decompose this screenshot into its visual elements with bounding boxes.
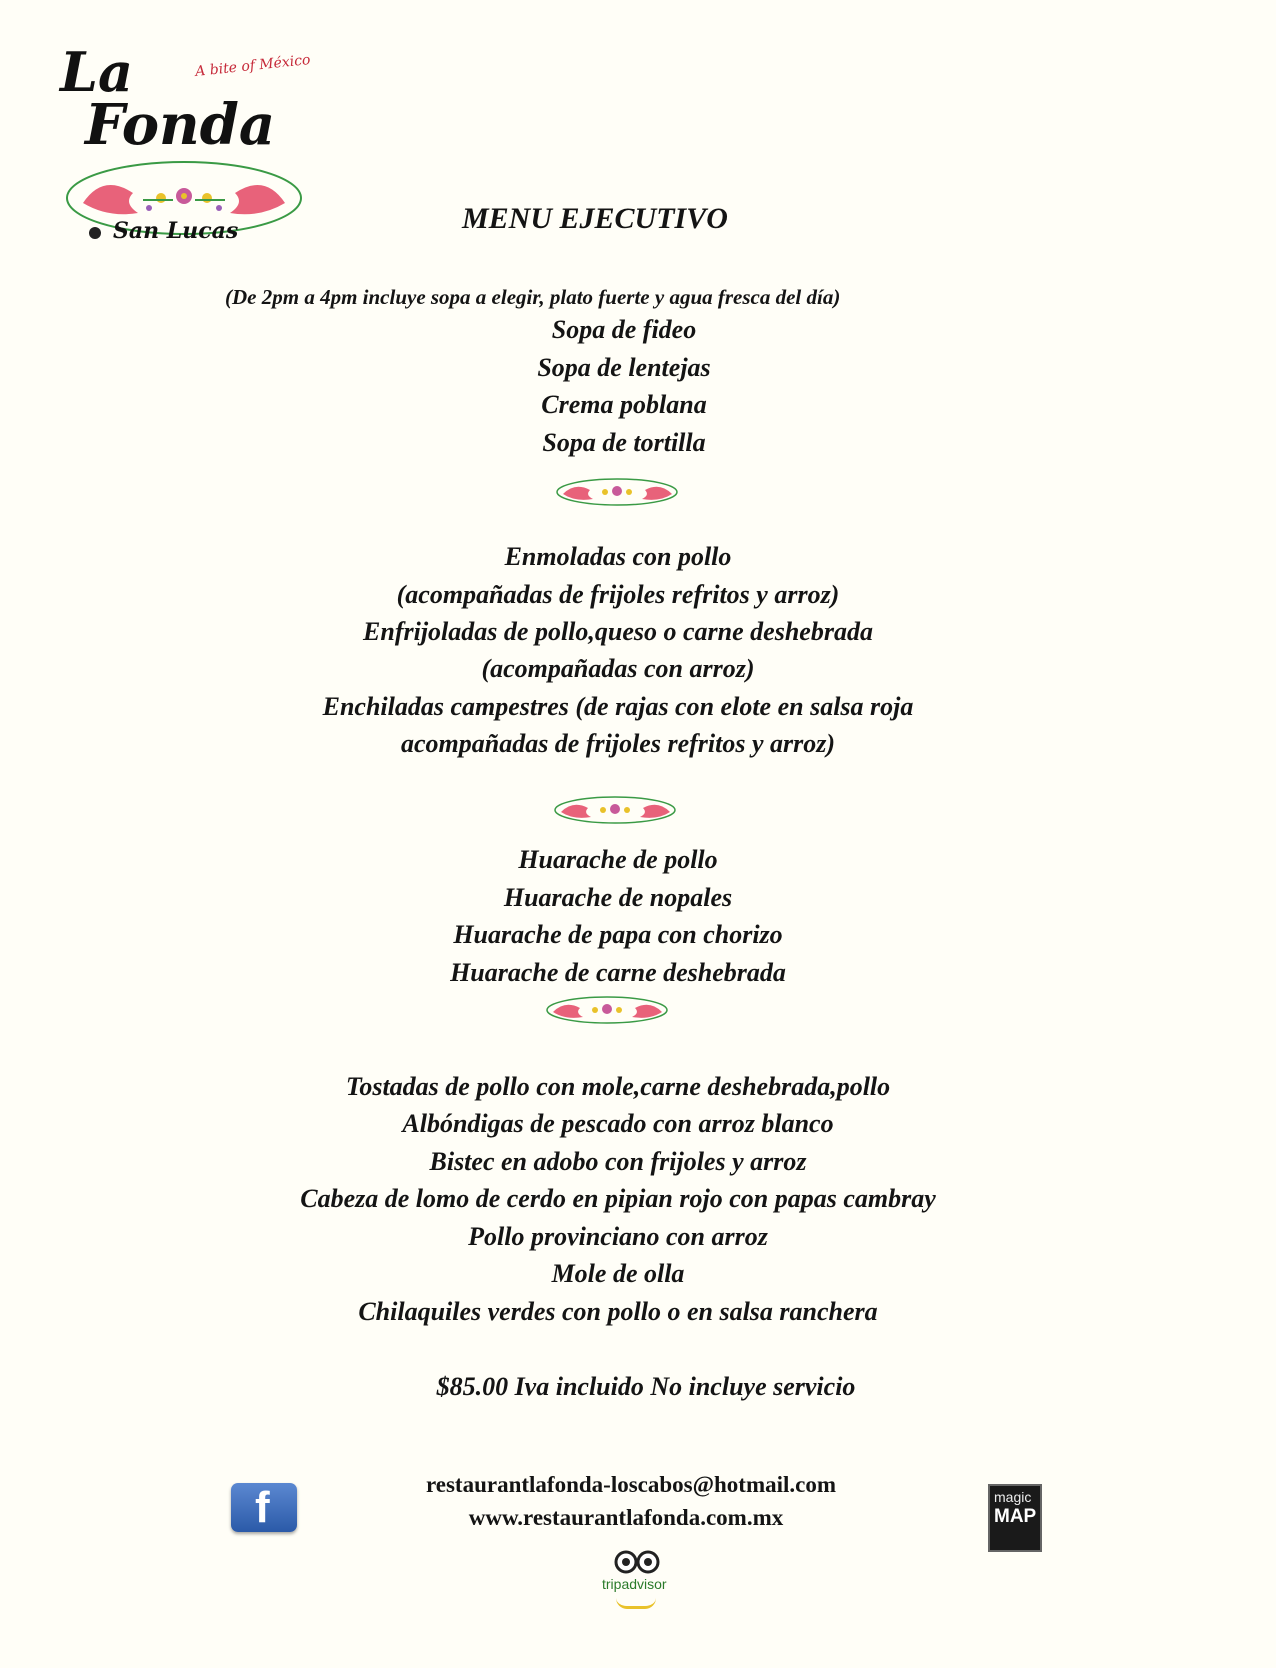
menu-item: Tostadas de pollo con mole,carne deshebrada,pollo xyxy=(345,1072,891,1101)
logo-la: La xyxy=(60,40,133,104)
menu-item: Enchiladas campestres (de rajas con elote en salsa roja xyxy=(322,692,914,721)
tripadvisor-owl-icon xyxy=(598,1548,676,1576)
menu-item: Huarache de carne deshebrada xyxy=(450,958,786,987)
menu-item: Huarache de papa con chorizo xyxy=(453,920,783,949)
menu-item: Mole de olla xyxy=(551,1259,685,1288)
logo-tagline: A bite of México xyxy=(194,51,312,81)
divider-ornament xyxy=(555,477,680,507)
menu-item: Bistec en adobo con frijoles y arroz xyxy=(429,1147,807,1176)
magicmap-line2: MAP xyxy=(994,1506,1037,1527)
logo-location: San Lucas xyxy=(113,218,239,244)
tripadvisor-swoosh xyxy=(616,1598,656,1609)
menu-item: (acompañadas con arroz) xyxy=(481,654,755,683)
contact-website[interactable]: www.restaurantlafonda.com.mx xyxy=(468,1505,784,1530)
logo-badge-icon xyxy=(89,227,101,239)
tripadvisor-label: tripadvisor xyxy=(602,1576,667,1592)
menu-item: Pollo provinciano con arroz xyxy=(468,1222,768,1251)
menu-item: Huarache de nopales xyxy=(503,883,733,912)
menu-title: MENU EJECUTIVO xyxy=(462,202,728,235)
menu-item: Cabeza de lomo de cerdo en pipian rojo con papas cambray xyxy=(300,1184,936,1213)
contact-email[interactable]: restaurantlafonda-loscabos@hotmail.com xyxy=(425,1472,837,1497)
price-line: $85.00 Iva incluido No incluye servicio xyxy=(436,1372,856,1401)
magicmap-line1: magic xyxy=(994,1489,1032,1505)
menu-item: Enmoladas con pollo xyxy=(504,542,732,571)
menu-item: Enfrijoladas de pollo,queso o carne deshebrada xyxy=(363,617,873,646)
tripadvisor-icon[interactable] xyxy=(598,1548,676,1612)
magicmap-icon[interactable] xyxy=(988,1484,1042,1552)
menu-item: acompañadas de frijoles refritos y arroz) xyxy=(400,729,836,758)
menu-item: Sopa de fideo xyxy=(551,315,697,344)
divider-ornament xyxy=(545,995,670,1025)
menu-item: (acompañadas de frijoles refritos y arroz) xyxy=(396,580,840,609)
menu-item: Sopa de tortilla xyxy=(542,428,706,457)
logo-fonda: Fonda xyxy=(85,92,276,158)
logo xyxy=(55,40,315,260)
menu-item: Sopa de lentejas xyxy=(537,353,711,382)
menu-item: Huarache de pollo xyxy=(518,845,718,874)
facebook-letter: f xyxy=(255,1483,270,1532)
divider-ornament xyxy=(553,795,678,825)
menu-item: Albóndigas de pescado con arroz blanco xyxy=(402,1109,834,1138)
menu-subtitle: (De 2pm a 4pm incluye sopa a elegir, plato fuerte y agua fresca del día) xyxy=(225,285,841,309)
menu-item: Crema poblana xyxy=(541,390,707,419)
menu-item: Chilaquiles verdes con pollo o en salsa ranchera xyxy=(358,1297,878,1326)
